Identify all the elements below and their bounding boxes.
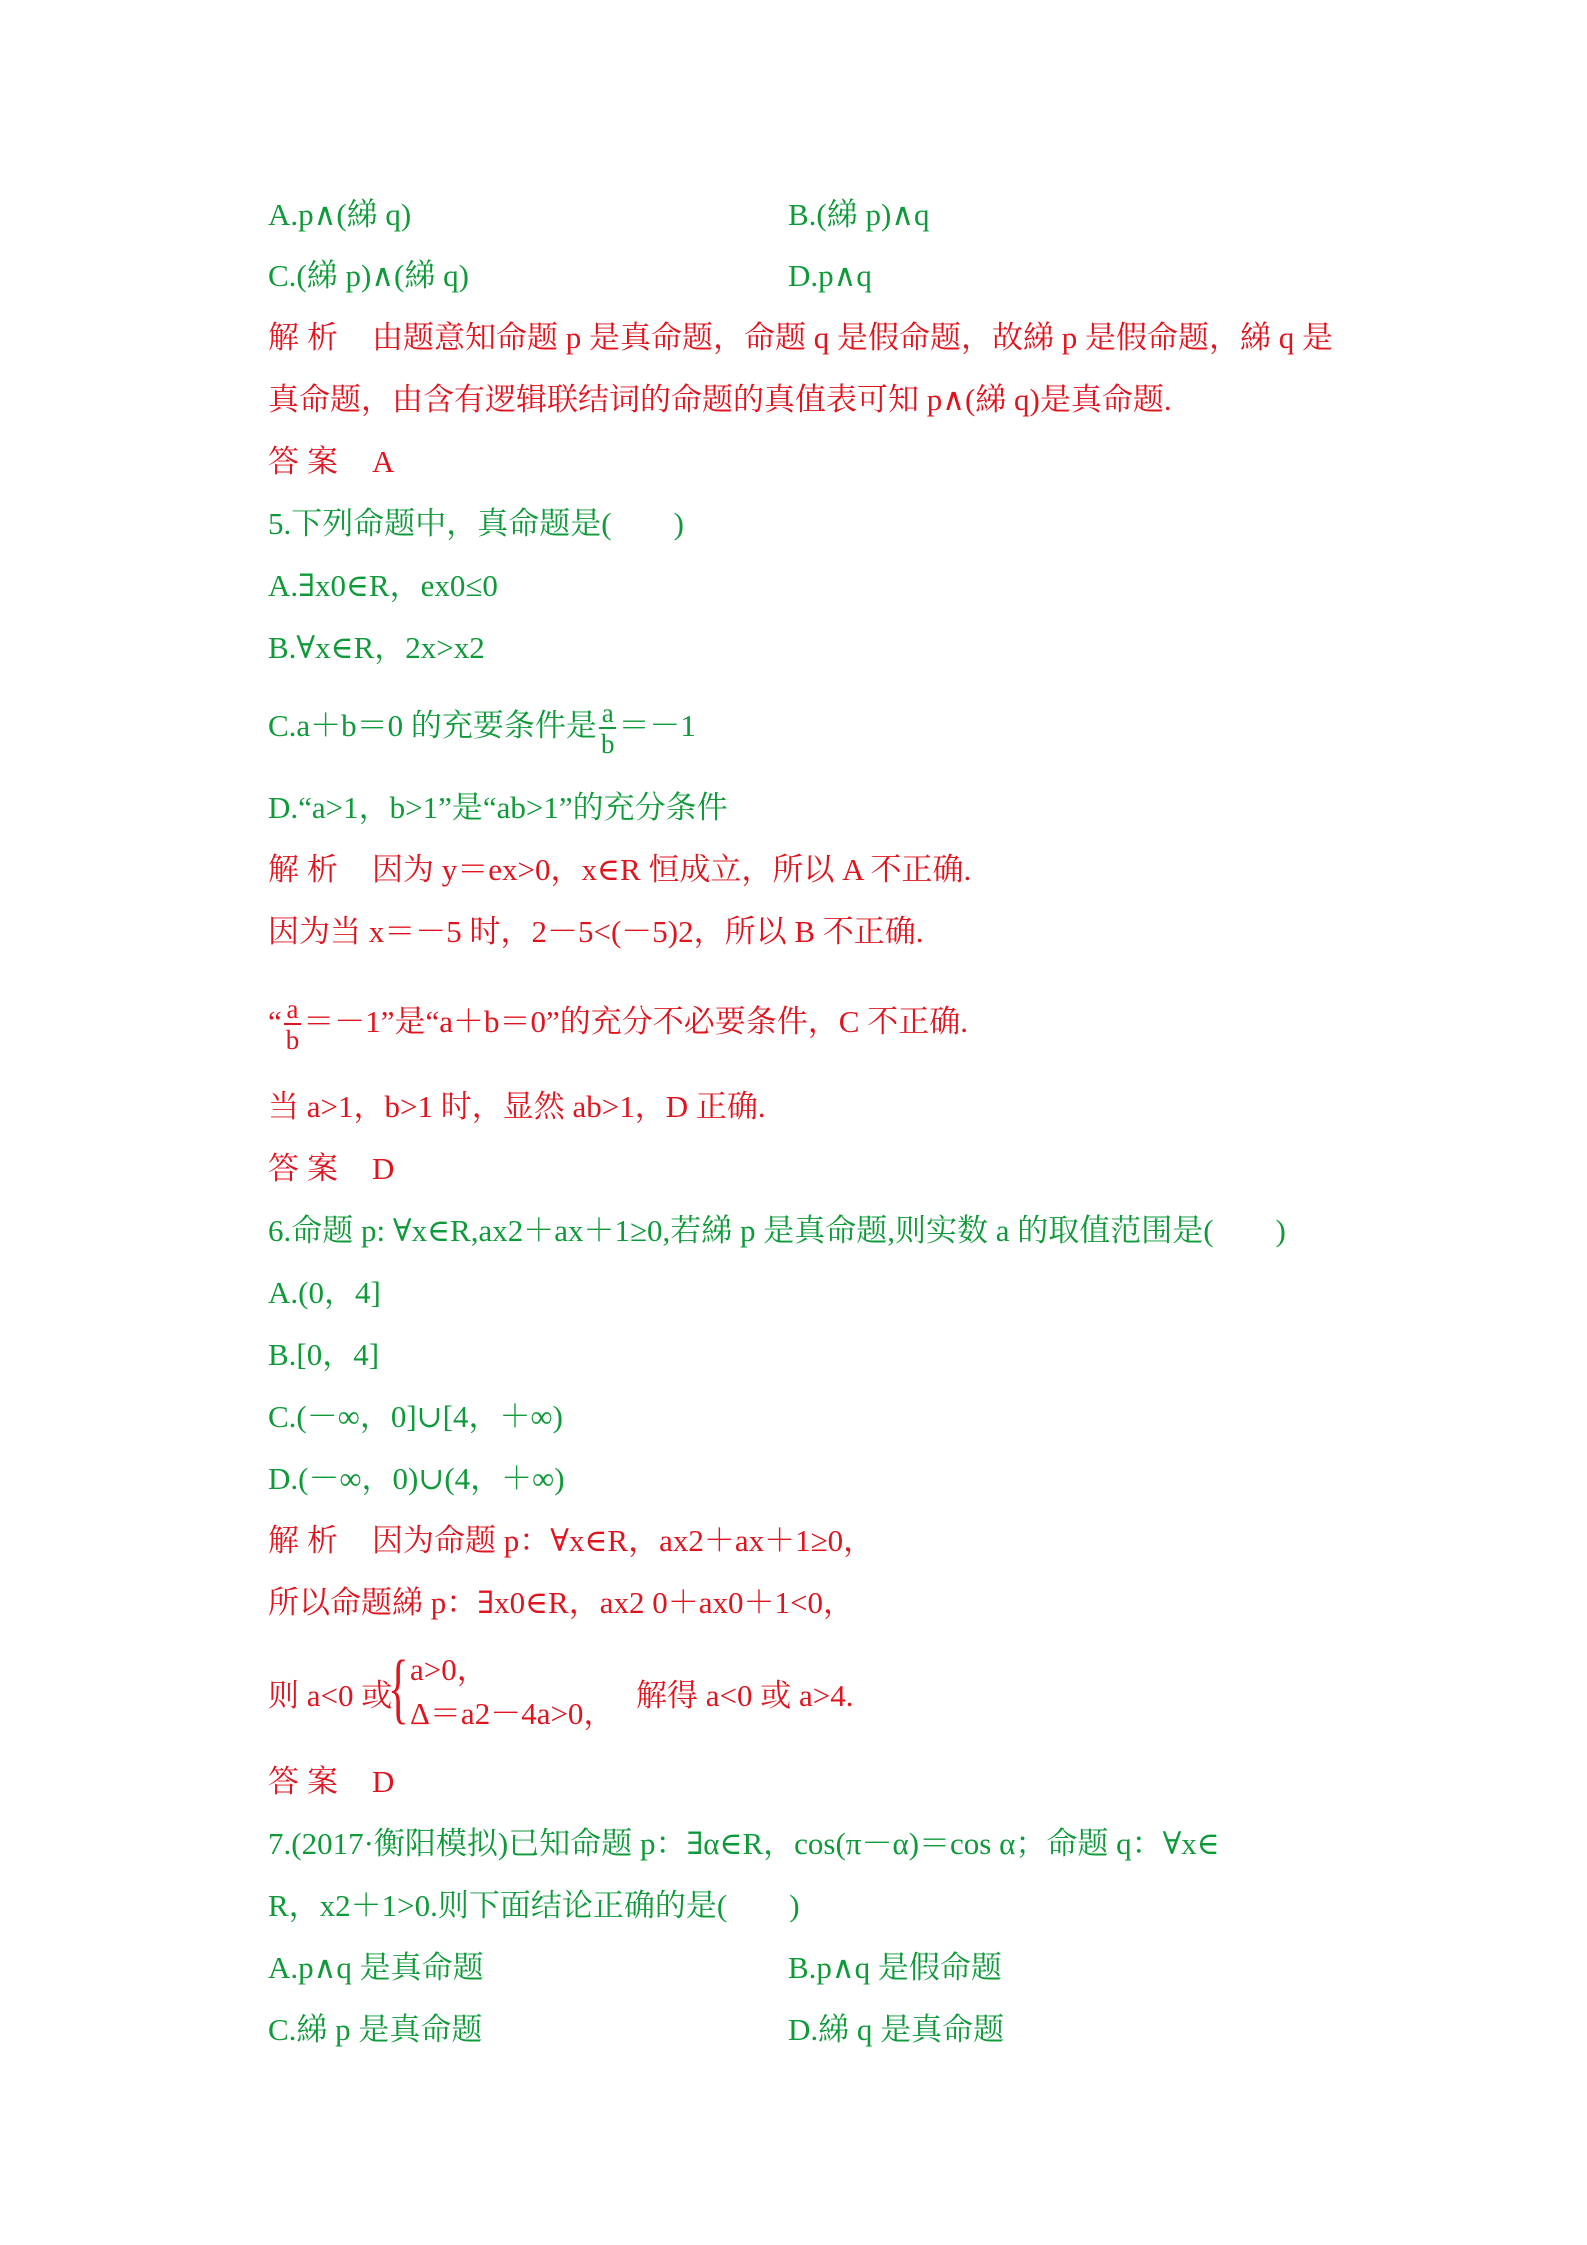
q6-case-list	[410, 1648, 614, 1736]
q6-answer-label: 答案	[268, 1764, 346, 1799]
q5-option-a: A.∃x0∈R，ex0≤0	[268, 568, 498, 603]
q6-case-1: a>0，	[410, 1652, 488, 1687]
q5-analysis-line-2: 因为当 x＝－5 时，2－5<(－5)2，所以 B 不正确.	[268, 914, 924, 949]
q4-option-c: C.(綈 p)∧(綈 q)	[268, 258, 469, 293]
q4-analysis-text-1: 由题意知命题 p 是真命题，命题 q 是假命题，故綈 p 是假命题，綈 q 是	[372, 320, 1333, 355]
q6-answer-line	[268, 1762, 394, 1802]
q5-analysis-line-1	[268, 850, 971, 890]
q6-analysis-3-pre: 则 a<0 或	[268, 1678, 393, 1713]
q6-option-c: C.(－∞，0]∪[4，＋∞)	[268, 1399, 563, 1434]
q4-answer-line	[268, 442, 394, 482]
q5-analysis-line-4: 当 a>1，b>1 时，显然 ab>1，D 正确.	[268, 1089, 766, 1124]
q4-option-b: B.(綈 p)∧q	[788, 197, 930, 232]
q6-analysis-label: 解析	[268, 1523, 346, 1558]
q7-options-row-1	[268, 1948, 1002, 1988]
q4-option-d: D.p∧q	[788, 258, 872, 293]
left-brace-icon: {	[388, 1644, 409, 1731]
q5-analysis-3-pre: “	[268, 1004, 282, 1040]
q4-options-row-2	[268, 256, 872, 296]
q6-case-2: Δ＝a2－4a>0，	[410, 1696, 615, 1731]
q7-option-b: B.p∧q 是假命题	[788, 1950, 1002, 1985]
q5-analysis-text-1: 因为 y＝ex>0，x∈R 恒成立，所以 A 不正确.	[372, 852, 972, 887]
q7-options-row-2	[268, 2010, 1005, 2050]
q6-analysis-text-1: 因为命题 p：∀x∈R，ax2＋ax＋1≥0，	[372, 1523, 875, 1558]
q4-analysis-label: 解析	[268, 320, 346, 355]
fraction-numerator: a	[599, 700, 617, 729]
fraction-denominator: b	[285, 1025, 300, 1055]
q5-analysis-3-post: ＝－1”是“a＋b＝0”的充分不必要条件，C 不正确.	[303, 1004, 968, 1040]
q4-analysis-line-1	[268, 318, 1333, 358]
q6-answer: D	[372, 1764, 395, 1799]
q4-option-a: A.p∧(綈 q)	[268, 197, 412, 232]
q6-analysis-line-2: 所以命题綈 p：∃x0∈R，ax2 0＋ax0＋1<0，	[268, 1585, 854, 1620]
q5-option-c	[268, 700, 696, 758]
q5-stem: 5.下列命题中，真命题是( )	[268, 506, 684, 541]
q5-answer-line	[268, 1149, 394, 1189]
q7-option-c: C.綈 p 是真命题	[268, 2012, 483, 2047]
q5-analysis-line-3	[268, 996, 968, 1054]
q6-option-a: A.(0，4]	[268, 1275, 381, 1310]
q5-analysis-fraction	[284, 996, 302, 1054]
q5-option-d: D.“a>1，b>1”是“ab>1”的充分条件	[268, 790, 728, 825]
q6-option-b: B.[0，4]	[268, 1337, 380, 1372]
q6-analysis-3-post: 解得 a<0 或 a>4.	[636, 1678, 854, 1713]
q6-option-d: D.(－∞，0)∪(4，＋∞)	[268, 1461, 565, 1496]
q5-analysis-label: 解析	[268, 852, 346, 887]
q5-option-b: B.∀x∈R，2x>x2	[268, 630, 485, 665]
fraction-denominator: b	[600, 729, 615, 759]
q5-option-c-pre: C.a＋b＝0 的充要条件是	[268, 708, 597, 744]
q5-answer: D	[372, 1151, 395, 1186]
fraction-numerator: a	[284, 996, 302, 1025]
q5-answer-label: 答案	[268, 1151, 346, 1186]
q4-answer: A	[372, 444, 395, 479]
q4-answer-label: 答案	[268, 444, 346, 479]
q4-options-row-1	[268, 195, 930, 235]
q5-option-c-fraction	[599, 700, 617, 758]
q6-analysis-line-1	[268, 1521, 874, 1561]
q6-stem: 6.命题 p: ∀x∈R,ax2＋ax＋1≥0,若綈 p 是真命题,则实数 a 的取值范围是( )	[268, 1213, 1286, 1248]
q7-option-a: A.p∧q 是真命题	[268, 1950, 484, 1985]
q5-option-c-post: ＝－1	[618, 708, 696, 744]
q7-stem-line-2: R，x2＋1>0.则下面结论正确的是( )	[268, 1888, 800, 1923]
q7-option-d: D.綈 q 是真命题	[788, 2012, 1005, 2047]
q4-analysis-line-2: 真命题，由含有逻辑联结词的命题的真值表可知 p∧(綈 q)是真命题.	[268, 382, 1172, 417]
q7-stem-line-1: 7.(2017·衡阳模拟)已知命题 p：∃α∈R，cos(π－α)＝cos α；命题 q：∀x∈	[268, 1826, 1220, 1861]
